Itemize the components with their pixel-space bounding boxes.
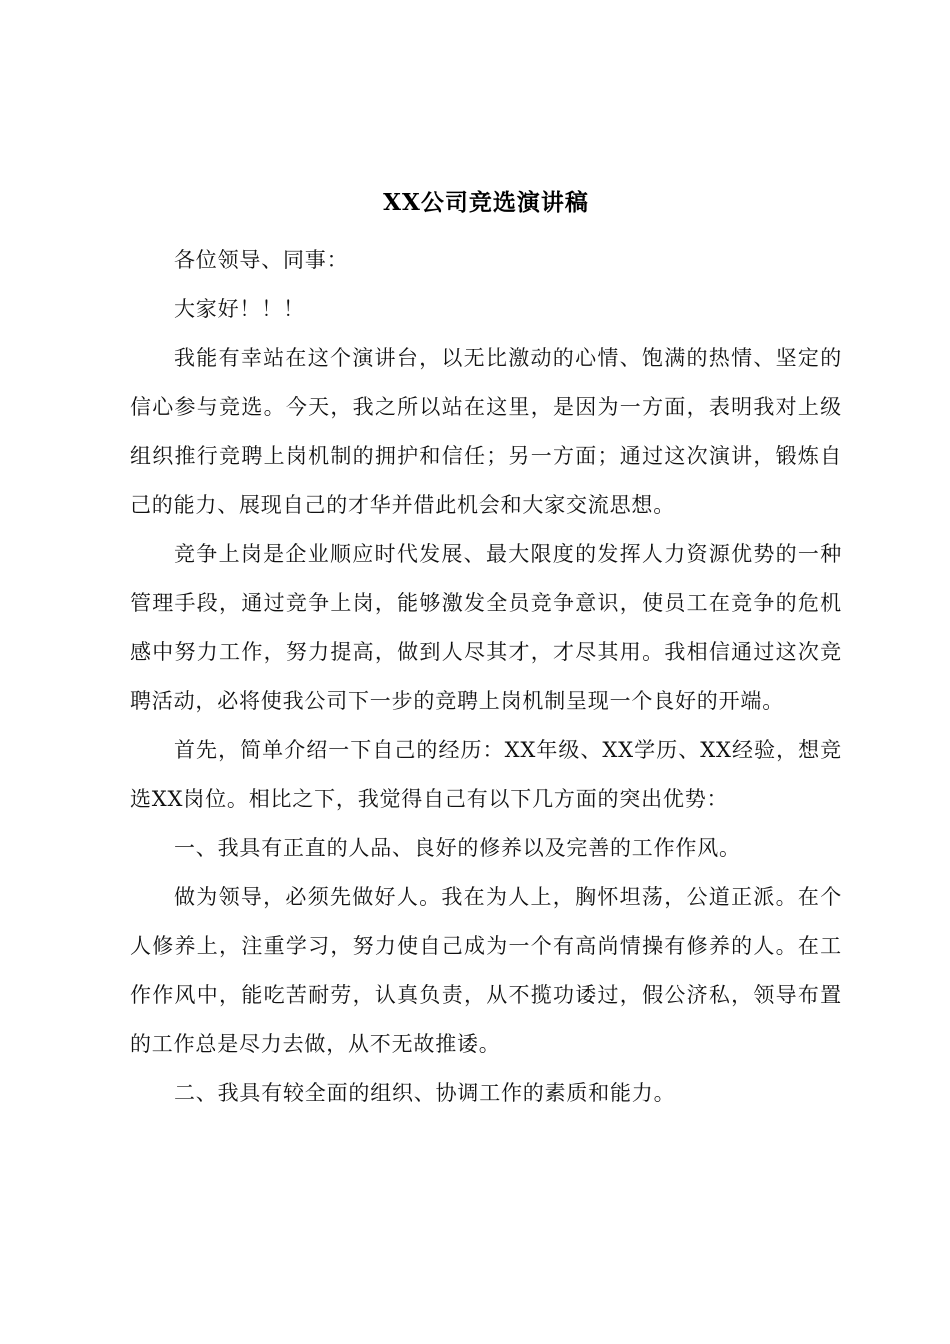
greeting-paragraph: 大家好！！！ <box>174 297 305 321</box>
salutation-paragraph: 各位领导、同事： <box>174 248 349 272</box>
body-paragraph: 竞争上岗是企业顺应时代发展、最大限度的发挥人力资源优势的一种管理手段，通过竞争上岗，能够激发全员竞争意识，使员工在竞争的危机感中努力工作，努力提高，做到人尽其才，才尽其用。我相信通过这次竞聘活动，必将使我公司下一步的竞聘上岗机制呈现一个良好的开端。 <box>130 542 842 713</box>
document-page <box>130 187 842 1118</box>
document-title: XX公司竞选演讲稿 <box>383 189 589 216</box>
body-paragraph: 首先，简单介绍一下自己的经历：XX年级、XX学历、XX经验，想竞选XX岗位。相比之下，我觉得自己有以下几方面的突出优势： <box>130 738 842 811</box>
section-heading: 一、我具有正直的人品、良好的修养以及完善的工作作风。 <box>174 836 741 860</box>
section-heading: 二、我具有较全面的组织、协调工作的素质和能力。 <box>174 1081 676 1105</box>
body-paragraph: 我能有幸站在这个演讲台，以无比激动的心情、饱满的热情、坚定的信心参与竞选。今天，我之所以站在这里，是因为一方面，表明我对上级组织推行竞聘上岗机制的拥护和信任；另一方面；通过这次演讲，锻炼自己的能力、展现自己的才华并借此机会和大家交流思想。 <box>130 346 842 517</box>
body-paragraph: 做为领导，必须先做好人。我在为人上，胸怀坦荡，公道正派。在个人修养上，注重学习，努力使自己成为一个有高尚情操有修养的人。在工作作风中，能吃苦耐劳，认真负责，从不揽功诿过，假公济私，领导布置的工作总是尽力去做，从不无故推诿。 <box>130 885 842 1056</box>
